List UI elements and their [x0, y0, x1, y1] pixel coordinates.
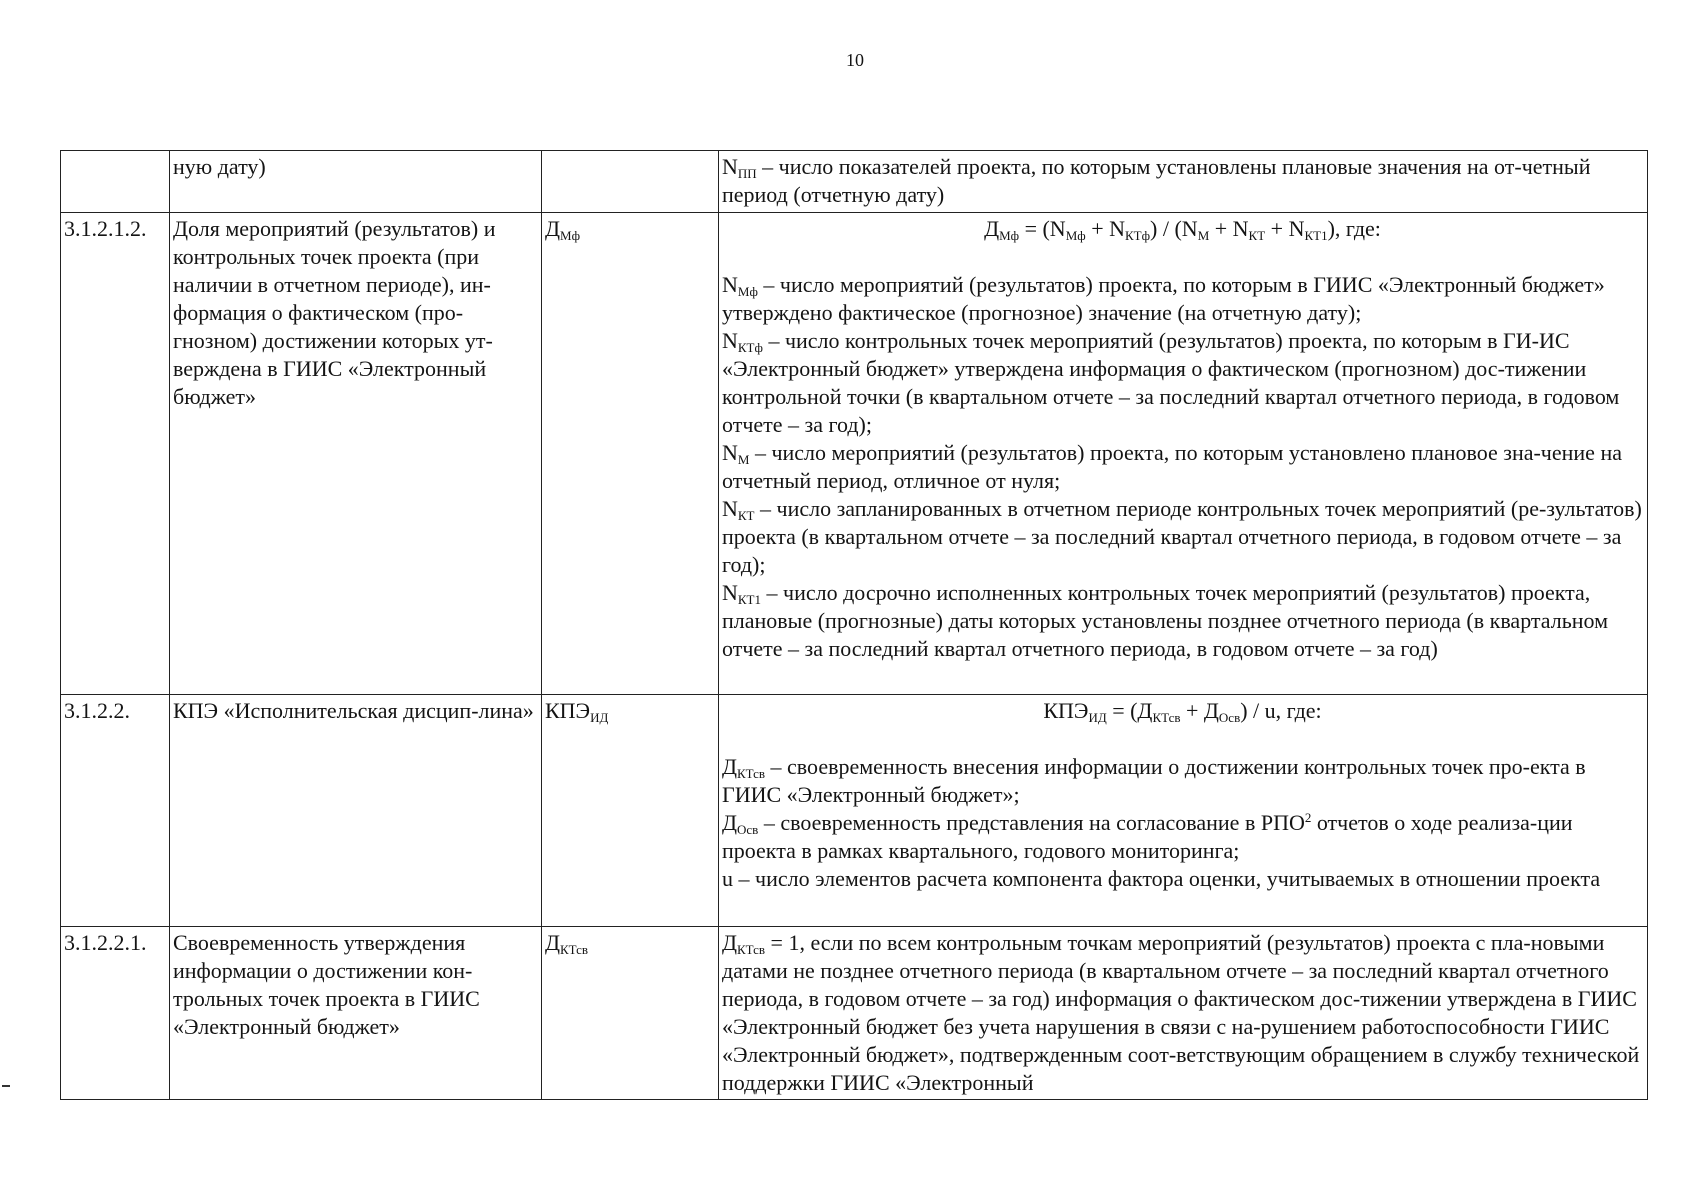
row-name-cell: ную дату) — [170, 151, 542, 213]
var-subscript: КТсв — [737, 766, 766, 781]
formula-sub: КТф — [1124, 228, 1151, 243]
row-number-cell: 3.1.2.2. — [61, 695, 170, 927]
formula-sub: М — [1197, 228, 1210, 243]
description-paragraph — [722, 929, 1643, 1097]
formula-part: Д — [984, 216, 1000, 241]
description-paragraph — [722, 271, 1643, 327]
var-subscript: КТ1 — [737, 592, 762, 607]
var-text: u – число элементов расчета компонента фактора оценки, учитываемых в отношении проекта — [722, 866, 1601, 891]
var-text: = 1, если по всем контрольным точкам мероприятий (результатов) проекта с пла-новыми датами не позднее отчетного периода (в квартальном отчете – за последний квартал отчетного периода, в годовом отчете – за год) информация о фактическом дос-тижении утверждена в ГИИС «Электронный бюджет без учета нарушения в связи с на-рушением работоспособности ГИИС «Электронный бюджет», подтвержденным соот-ветствующим обращением в службу технической поддержки ГИИС «Электронный — [722, 930, 1640, 1095]
description-paragraph — [722, 495, 1643, 579]
row-name-cell: Доля мероприятий (результатов) и контрольных точек проекта (при наличии в отчетном периоде), ин-формация о фактическом (про-гнозном) достижении которых ут-верждена в ГИИС «Электронный бюджет» — [170, 213, 542, 695]
row-name-cell: Своевременность утверждения информации о достижении кон-трольных точек проекта в ГИИС «Электронный бюджет» — [170, 927, 542, 1100]
formula-sub: Мф — [999, 228, 1020, 243]
row-description-cell — [719, 213, 1648, 695]
row-number-cell: 3.1.2.1.2. — [61, 213, 170, 695]
symbol-sub: КТсв — [560, 942, 589, 957]
var-symbol: N — [722, 580, 738, 605]
var-subscript: Осв — [737, 822, 759, 837]
var-symbol: N — [722, 440, 738, 465]
row-description-cell — [719, 695, 1648, 927]
var-symbol: N — [722, 496, 738, 521]
page-number: 10 — [846, 50, 864, 70]
formula-part: + N — [1085, 216, 1125, 241]
formula-part: = (N — [1019, 216, 1066, 241]
var-subscript: М — [737, 452, 750, 467]
row-symbol-cell — [542, 213, 719, 695]
formula-part: ) / (N — [1150, 216, 1198, 241]
row-description-cell — [719, 151, 1648, 213]
description-paragraph — [722, 579, 1643, 663]
formula-sub: Мф — [1065, 228, 1086, 243]
row-name-cell: КПЭ «Исполнительская дисцип-лина» — [170, 695, 542, 927]
symbol-base: Д — [545, 216, 561, 241]
row-number-cell: 3.1.2.2.1. — [61, 927, 170, 1100]
formula-sub: КТ — [1248, 228, 1266, 243]
description-paragraph — [722, 439, 1643, 495]
symbol-sub: ИД — [590, 710, 609, 725]
description-paragraph — [722, 153, 1643, 209]
table-row — [61, 151, 1648, 213]
formula-part: ), где: — [1327, 216, 1381, 241]
var-text: отчетов о ходе реализа-ции проекта в рамках квартального, годового мониторинга; — [722, 810, 1573, 863]
var-subscript: КТсв — [737, 942, 766, 957]
description-paragraph — [722, 753, 1643, 809]
table-row — [61, 927, 1648, 1100]
row-symbol-cell — [542, 927, 719, 1100]
var-subscript: КТ — [737, 508, 755, 523]
var-text: – своевременность внесения информации о достижении контрольных точек про-екта в ГИИС «Электронный бюджет»; — [722, 754, 1586, 807]
scan-mark — [2, 1085, 10, 1087]
description-paragraph — [722, 865, 1643, 893]
var-text: – число запланированных в отчетном периоде контрольных точек мероприятий (ре-зультатов) проекта (в квартальном отчете – за последний квартал отчетного периода, в годовом отчете – за год); — [722, 496, 1642, 577]
description-paragraph — [722, 809, 1643, 865]
symbol-base: Д — [545, 930, 561, 955]
formula-part: + N — [1265, 216, 1305, 241]
formula — [722, 697, 1643, 725]
var-subscript: Мф — [737, 284, 758, 299]
formula-sub: КТсв — [1152, 710, 1181, 725]
var-subscript: КТф — [737, 340, 763, 355]
var-text: – своевременность представления на согласование в РПО — [758, 810, 1305, 835]
var-symbol: N — [722, 154, 738, 179]
row-symbol-cell — [542, 695, 719, 927]
formula-part: КПЭ — [1043, 698, 1089, 723]
indicator-table — [60, 150, 1648, 1100]
var-text: – число показателей проекта, по которым установлены плановые значения на от-четный период (отчетную дату) — [722, 154, 1591, 207]
footnote-mark: 2 — [1304, 810, 1312, 825]
formula-part: = (Д — [1106, 698, 1153, 723]
var-text: – число досрочно исполненных контрольных точек мероприятий (результатов) проекта, плановые (прогнозные) даты которых установлены позднее отчетного периода (в квартальном отчете – за последний квартал отчетного периода, в годовом отчете – за год) — [722, 580, 1609, 661]
var-subscript: ПП — [737, 166, 757, 181]
formula-part: + Д — [1180, 698, 1219, 723]
formula-sub: ИД — [1088, 710, 1107, 725]
description-paragraph — [722, 327, 1643, 439]
formula — [722, 215, 1643, 243]
formula-part: ) / u, где: — [1240, 698, 1322, 723]
formula-sub: Осв — [1218, 710, 1241, 725]
formula-sub: КТ1 — [1304, 228, 1328, 243]
table-body — [61, 151, 1648, 1100]
var-symbol: N — [722, 272, 738, 297]
var-symbol: Д — [722, 930, 738, 955]
symbol-sub: Мф — [560, 228, 580, 243]
var-text: – число мероприятий (результатов) проекта, по которым в ГИИС «Электронный бюджет» утверждено фактическое (прогнозное) значение (на отчетную дату); — [722, 272, 1605, 325]
row-description-cell — [719, 927, 1648, 1100]
table-row — [61, 695, 1648, 927]
formula-part: + N — [1209, 216, 1249, 241]
var-symbol: Д — [722, 754, 738, 779]
var-symbol: N — [722, 328, 738, 353]
var-text: – число мероприятий (результатов) проекта, по которым установлено плановое зна-чение на отчетный период, отличное от нуля; — [722, 440, 1622, 493]
symbol-base: КПЭ — [545, 698, 591, 723]
row-number-cell — [61, 151, 170, 213]
var-text: – число контрольных точек мероприятий (результатов) проекта, по которым в ГИ-ИС «Электронный бюджет» утверждена информация о фактическом (прогнозном) дос-тижении контрольной точки (в квартальном отчете – за последний квартал отчетного периода, в годовом отчете – за год); — [722, 328, 1620, 437]
table-row — [61, 213, 1648, 695]
var-symbol: Д — [722, 810, 738, 835]
row-symbol-cell — [542, 151, 719, 213]
